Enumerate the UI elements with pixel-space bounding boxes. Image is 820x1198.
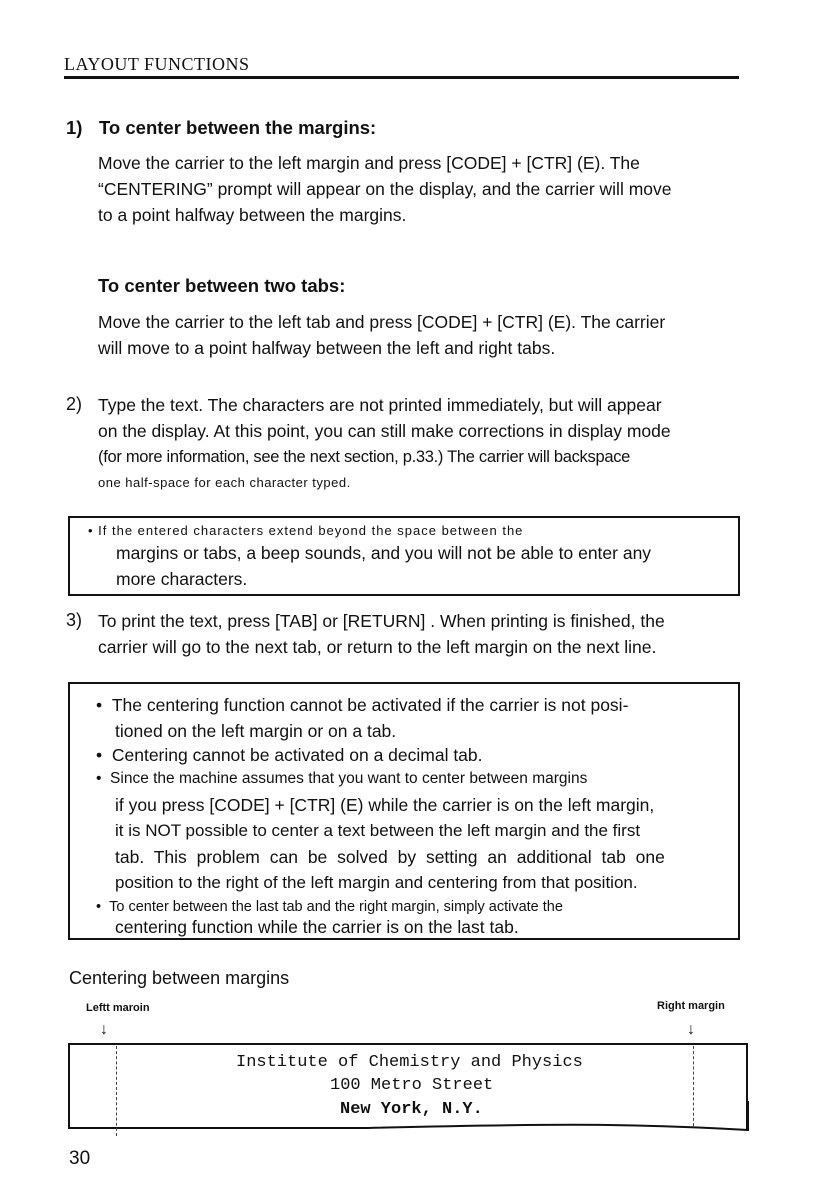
section-3-line: carrier will go to the next tab, or return to the left margin on the next line. bbox=[98, 637, 657, 657]
section-2-number: 2) bbox=[66, 394, 83, 414]
bullet-dot: • bbox=[96, 695, 112, 715]
section-1-line: “CENTERING” prompt will appear on the display, and the carrier will move bbox=[98, 179, 672, 199]
subsection-line: Move the carrier to the left tab and press [CODE] + [CTR] (E). The carrier bbox=[98, 312, 666, 332]
sample-line: 100 Metro Street bbox=[330, 1076, 494, 1095]
section-2-line: on the display. At this point, you can still make corrections in display mode bbox=[98, 421, 671, 441]
note-box-1 bbox=[68, 516, 740, 596]
bullet-dot: • bbox=[96, 899, 110, 915]
right-margin-label: Right margin bbox=[657, 1000, 725, 1012]
figure-caption: Centering between margins bbox=[69, 968, 290, 988]
left-margin-label: Leftt maroin bbox=[86, 1002, 150, 1014]
page-number: 30 bbox=[69, 1148, 91, 1169]
right-margin-line bbox=[693, 1046, 694, 1126]
section-3-body bbox=[98, 608, 738, 660]
note-2-line: Centering cannot be activated on a decimal tab. bbox=[111, 745, 483, 765]
note-2-bullet bbox=[96, 692, 628, 744]
section-3-number: 3) bbox=[66, 610, 83, 630]
section-1-line: to a point halfway between the margins. bbox=[98, 205, 407, 225]
note-2-line: Since the machine assumes that you want to center between margins bbox=[110, 770, 588, 787]
note-2-line: if you press [CODE] + [CTR] (E) while the carrier is on the left margin, bbox=[115, 795, 655, 815]
bullet-dot: • bbox=[96, 745, 112, 765]
note-1-line: more characters. bbox=[116, 569, 248, 589]
note-2-line: The centering function cannot be activated if the carrier is not posi- bbox=[111, 695, 629, 715]
note-2-line: position to the right of the left margin and centering from that position. bbox=[115, 873, 638, 892]
left-arrow-icon: ↓ bbox=[100, 1021, 108, 1038]
note-2-bullet bbox=[96, 742, 483, 768]
section-2-line: (for more information, see the next section, p.33.) The carrier will backspace bbox=[98, 448, 631, 466]
page-header-title: LAYOUT FUNCTIONS bbox=[64, 54, 250, 74]
note-2-line: To center between the last tab and the right margin, simply activate the bbox=[109, 899, 563, 915]
bullet-dot: • bbox=[96, 770, 111, 787]
section-1-line: Move the carrier to the left margin and press [CODE] + [CTR] (E). The bbox=[98, 153, 640, 173]
section-1-number: 1) bbox=[66, 117, 83, 138]
subsection-heading: To center between two tabs: bbox=[98, 275, 346, 296]
header-rule bbox=[64, 76, 739, 79]
note-2-line: tioned on the left margin or on a tab. bbox=[115, 721, 397, 741]
note-2-line: it is NOT possible to center a text between the left margin and the first bbox=[115, 821, 641, 840]
left-margin-line bbox=[116, 1046, 117, 1136]
section-1-heading: To center between the margins: bbox=[99, 117, 377, 138]
section-3-line: To print the text, press [TAB] or [RETURN] . When printing is finished, the bbox=[98, 611, 665, 631]
section-2-line: Type the text. The characters are not printed immediately, but will appear bbox=[98, 395, 662, 415]
note-2-line: centering function while the carrier is on the last tab. bbox=[115, 917, 519, 937]
subsection-line: will move to a point halfway between the left and right tabs. bbox=[98, 338, 556, 358]
right-arrow-icon: ↓ bbox=[687, 1021, 695, 1038]
sample-line: Institute of Chemistry and Physics bbox=[236, 1053, 583, 1072]
note-1-line: • If the entered characters extend beyond the space between the bbox=[88, 523, 524, 538]
note-2-line: tab. This problem can be solved by setting an additional tab one bbox=[115, 847, 665, 867]
note-2-bullet bbox=[96, 766, 665, 896]
section-1-body bbox=[98, 150, 738, 228]
note-1-line: margins or tabs, a beep sounds, and you will not be able to enter any bbox=[116, 543, 652, 563]
subsection-body bbox=[98, 309, 738, 361]
sample-line: New York, N.Y. bbox=[340, 1100, 483, 1119]
note-box-2 bbox=[68, 682, 740, 940]
section-2-line: one half-space for each character typed. bbox=[98, 475, 351, 490]
section-2-body bbox=[98, 392, 738, 496]
